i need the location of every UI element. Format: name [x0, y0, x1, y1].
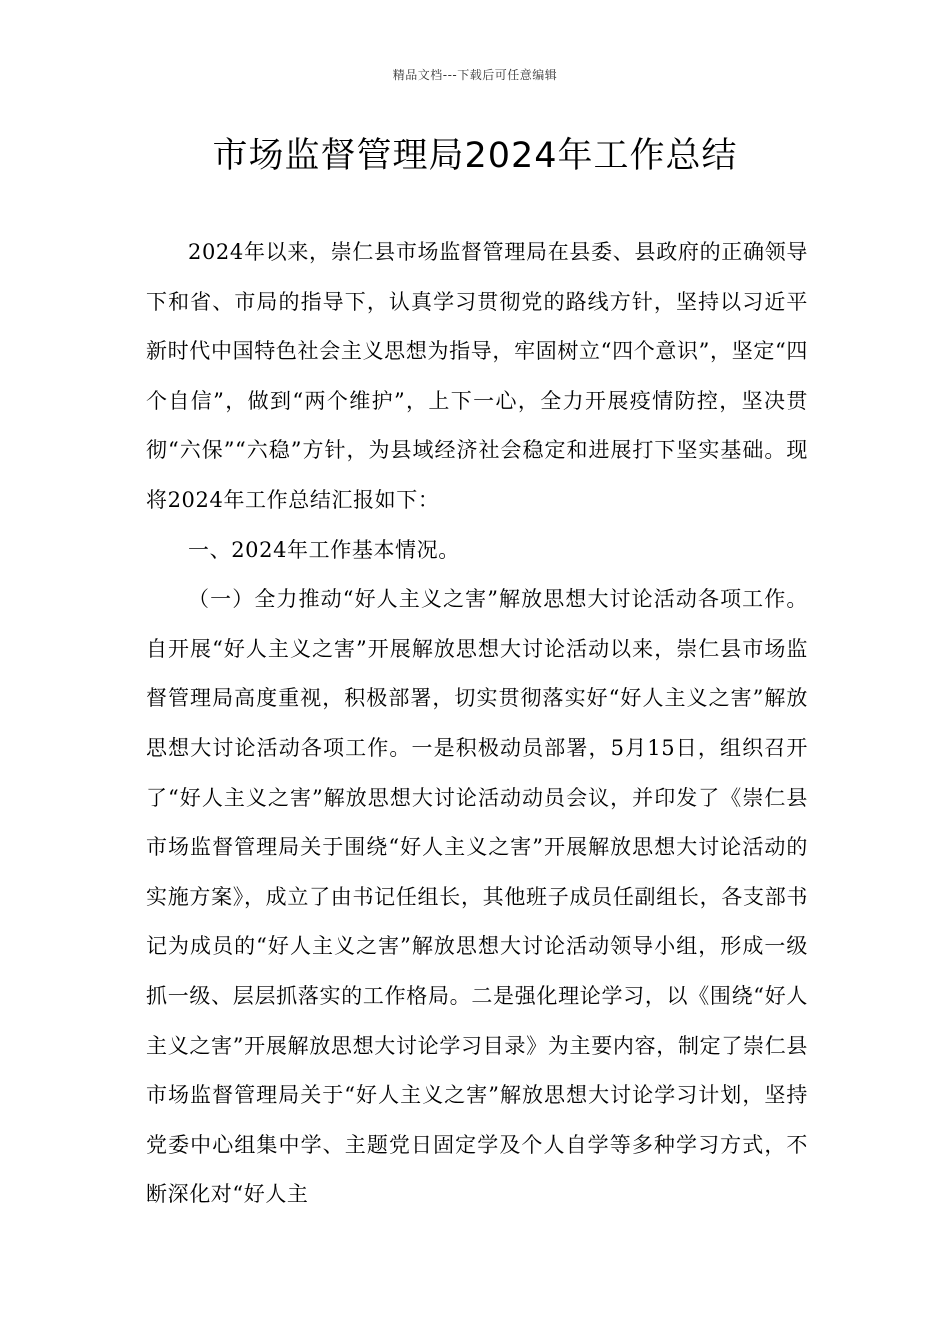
document-title: 市场监督管理局2024年工作总结 — [212, 136, 738, 176]
document-body — [146, 228, 808, 1220]
paragraph-section-1-1: （一）全力推动“好人主义之害”解放思想大讨论活动各项工作。自开展“好人主义之害”开展解放思想大讨论活动以来，崇仁县市场监督管理局高度重视，积极部署，切实贯彻落实好“好人主义之害”解放思想大讨论活动各项工作。一是积极动员部署，5月15日，组织召开了“好人主义之害”解放思想大讨论活动动员会议，并印发了《崇仁县市场监督管理局关于围绕“好人主义之害”开展解放思想大讨论活动的实施方案》，成立了由书记任组长，其他班子成员任副组长，各支部书记为成员的“好人主义之害”解放思想大讨论活动领导小组，形成一级抓一级、层层抓落实的工作格局。二是强化理论学习，以《围绕“好人主义之害”开展解放思想大讨论学习目录》为主要内容，制定了崇仁县市场监督管理局关于“好人主义之害”解放思想大讨论学习计划，坚持党委中心组集中学、主题党日固定学及个人自学等多种学习方式，不断深化对“好人主 — [146, 587, 808, 1207]
paragraph-intro: 2024年以来，崇仁县市场监督管理局在县委、县政府的正确领导下和省、市局的指导下，认真学习贯彻党的路线方针，坚持以习近平新时代中国特色社会主义思想为指导，牢固树立“四个意识”，坚定“四个自信”，做到“两个维护”，上下一心，全力开展疫情防控，坚决贯彻“六保”“六稳”方针，为县域经济社会稳定和进展打下坚实基础。现将2024年工作总结汇报如下： — [146, 240, 808, 512]
header-note: 精品文档---下载后可任意编辑 — [392, 68, 558, 82]
section-heading-1: 一、2024年工作基本情况。 — [188, 537, 460, 562]
